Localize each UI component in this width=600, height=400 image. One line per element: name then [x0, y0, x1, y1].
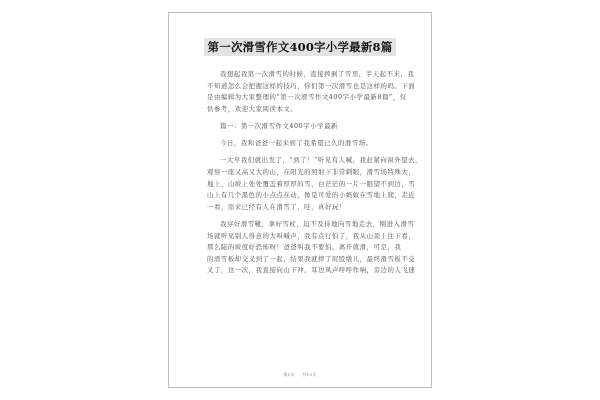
page-total: 共10页: [302, 372, 317, 377]
section-heading: 篇一：第一次滑雪作文400字小学最新: [220, 121, 338, 130]
page-number: 第1页: [283, 372, 295, 377]
document-title: 第一次滑雪作文400字小学最新8篇: [204, 38, 397, 56]
paragraph-line: 今日，我和爸爸一起来到了我希望已久的滑雪场。: [220, 139, 373, 148]
paragraph-line: 是由编辑为大家整理的“第一次滑雪作文400字小学最新8篇”，仅: [207, 93, 407, 102]
paragraph-line: 场就听见别人得意的大叫喊声，我有点行怕了，我从山顶上往下看，: [207, 231, 416, 240]
paragraph-line: 不知道怎么会把握这样的技巧，你们第一次滑雪也是这样的吗。下面: [207, 81, 416, 90]
document-page: [168, 12, 432, 388]
page-footer: [169, 372, 431, 378]
paragraph-line: 一看，原来已经有人在滑雪了，哇，真好玩！: [207, 202, 346, 211]
document-body: [207, 69, 422, 277]
paragraph-line: 地上、山坡上处处覆盖着厚厚的雪，白茫茫的一片一眼望不到边，雪: [207, 179, 416, 188]
paragraph-line: 供参考，欢迎大家阅读本文。: [207, 104, 298, 113]
paragraph-line: 观察一座又高又大的山，在阳光的照射下非常刺眼，滑雪场特殊大，: [207, 167, 416, 176]
paragraph-line: 那么陡的坡度好恐怖呀！爸爸叫我不要怕，离开就滑，可是，我: [207, 243, 402, 252]
paragraph-line: 我想起我第一次滑雪的时候，直接摔倒了雪里，半天起不来，我: [220, 70, 415, 78]
paragraph-line: 的滑雪板却交叉到了一起，结果我就摔了屁股墩儿，最终滑雪板不交: [207, 254, 416, 263]
paragraph-line: 山上有几个黑色的小点点在动，像是可爱的小蚂蚁在雪地上爬，走近: [207, 191, 416, 200]
paragraph-line: 一大早我们就出发了，“到了！”听见有人喊，我赶紧向窗外望去，: [220, 156, 422, 165]
paragraph-line: 叉了，这一次，我直接向山下冲，耳边风声呼呼作响，旁边的人飞速: [207, 266, 416, 275]
title-block: [169, 36, 431, 56]
paragraph-line: 我穿好滑雪靴，拿好雪杖，迫不及待地向雪地走去，刚进入滑雪: [220, 219, 415, 228]
